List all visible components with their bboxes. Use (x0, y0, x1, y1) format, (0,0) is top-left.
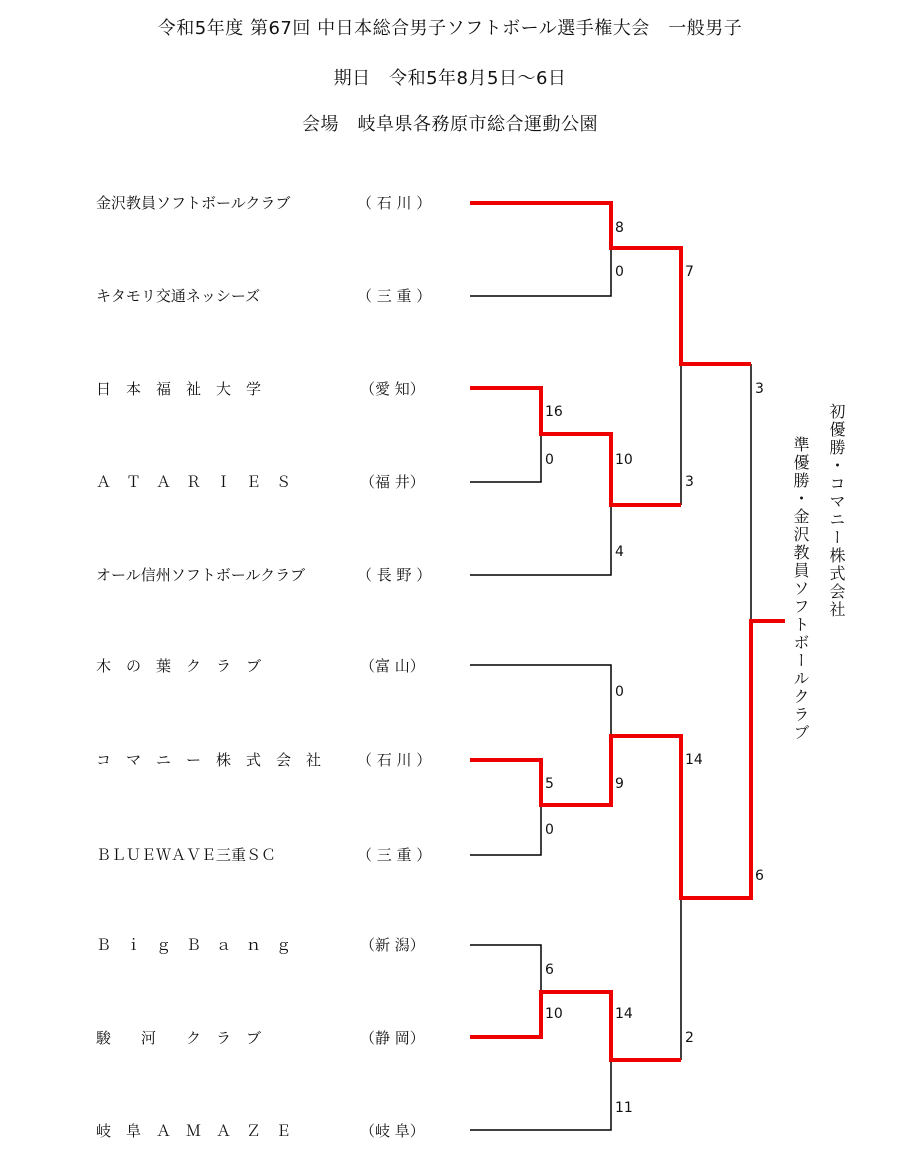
score-label: 14 (685, 752, 703, 768)
team-name: キタモリ交通ネッシーズ (96, 287, 261, 305)
score-label: 9 (615, 776, 624, 792)
score-label: 0 (615, 264, 624, 280)
score-label: 3 (685, 474, 694, 490)
team-prefecture: （静 岡） (360, 1029, 425, 1047)
tournament-venue: 会場 岐阜県各務原市総合運動公園 (302, 114, 598, 135)
team-name: 金沢教員ソフトボールクラブ (96, 194, 291, 212)
score-label: 16 (545, 404, 563, 420)
team-name: コ マ ニ ー 株 式 会 社 (96, 751, 322, 769)
team-name: Ａ Ｔ Ａ Ｒ Ｉ Ｅ Ｓ (96, 473, 292, 491)
team-prefecture: （福 井） (360, 473, 425, 491)
line-team-2 (470, 248, 611, 296)
score-label: 3 (755, 381, 764, 397)
score-label: 4 (615, 544, 624, 560)
score-label: 6 (755, 868, 764, 884)
runner-up-label: 準優勝・金沢教員ソフトボールクラブ (791, 436, 810, 742)
line-team-6 (470, 665, 611, 736)
team-name: Ｂ ｉ ｇ Ｂ ａ ｎ ｇ (96, 936, 292, 954)
team-prefecture: （新 潟） (360, 936, 425, 954)
tournament-title: 令和5年度 第67回 中日本総合男子ソフトボール選手権大会 一般男子 (157, 18, 743, 39)
team-prefecture: （岐 阜） (360, 1122, 425, 1140)
team-prefecture: （ 石 川 ） (357, 751, 432, 769)
team-prefecture: （愛 知） (360, 380, 425, 398)
line-team-11 (470, 1060, 611, 1130)
line-team-4 (470, 434, 541, 482)
team-name: ＢＬＵＥＷＡＶＥ三重ＳＣ (96, 846, 277, 864)
score-label: 10 (615, 452, 633, 468)
score-label: 10 (545, 1006, 563, 1022)
score-label: 11 (615, 1100, 633, 1116)
team-prefecture: （富 山） (360, 657, 425, 675)
win-path-team-10 (470, 992, 681, 1060)
score-label: 0 (545, 822, 554, 838)
score-label: 7 (685, 264, 694, 280)
team-name: 日 本 福 祉 大 学 (96, 380, 262, 398)
score-label: 5 (545, 776, 554, 792)
tournament-date: 期日 令和5年8月5日～6日 (333, 68, 567, 89)
win-path-team-3 (470, 388, 681, 505)
team-name: 木 の 葉 ク ラ ブ (96, 657, 262, 675)
score-label: 0 (545, 452, 554, 468)
score-label: 6 (545, 962, 554, 978)
score-label: 0 (615, 684, 624, 700)
team-prefecture: （ 三 重 ） (357, 287, 432, 305)
team-prefecture: （ 石 川 ） (357, 194, 432, 212)
line-team-8 (470, 805, 541, 855)
team-name: 岐 阜 Ａ Ｍ Ａ Ｚ Ｅ (96, 1122, 292, 1140)
win-path-team-7 (470, 621, 785, 898)
team-prefecture: （ 三 重 ） (357, 846, 432, 864)
score-label: 8 (615, 220, 624, 236)
team-prefecture: （ 長 野 ） (357, 566, 432, 584)
line-team-9 (470, 945, 541, 992)
score-label: 2 (685, 1030, 694, 1046)
team-name: 駿 河 ク ラ ブ (96, 1029, 262, 1047)
champion-label: 初優勝・コマニー株式会社 (827, 403, 846, 619)
score-label: 14 (615, 1006, 633, 1022)
team-name: オール信州ソフトボールクラブ (96, 566, 306, 584)
line-team-5 (470, 505, 611, 575)
